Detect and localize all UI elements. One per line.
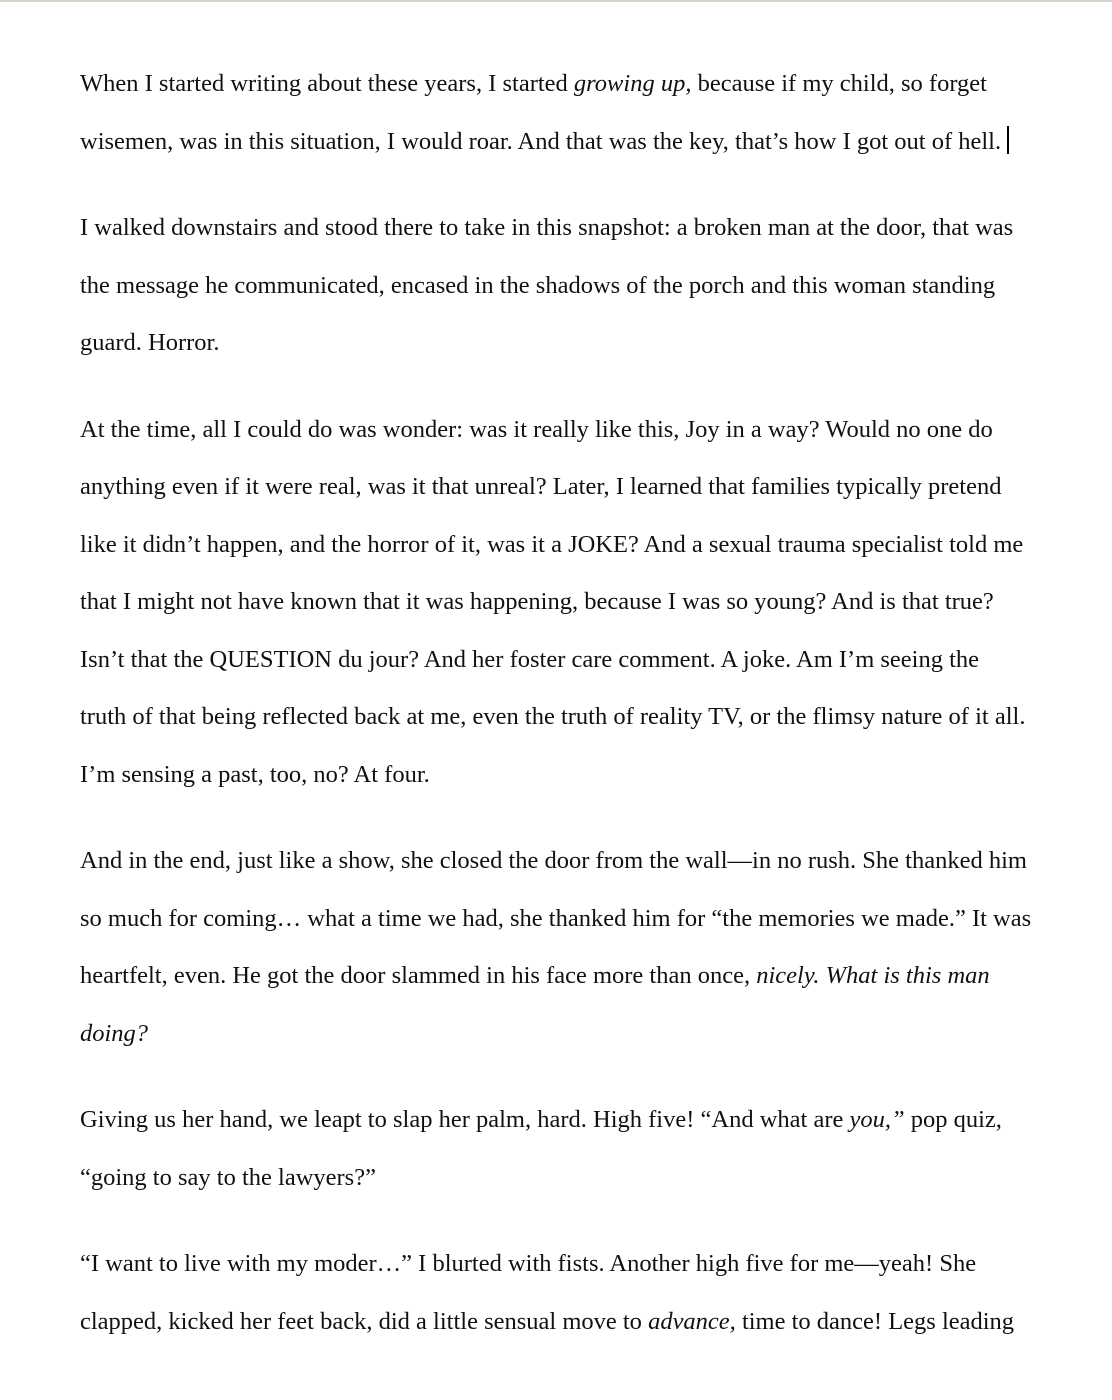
text-run: pop quiz, bbox=[904, 1106, 1002, 1133]
text-line bbox=[80, 947, 1090, 1005]
paragraph bbox=[80, 199, 1090, 372]
text-cursor bbox=[1007, 126, 1009, 154]
text-line bbox=[80, 199, 1090, 257]
text-line bbox=[80, 113, 1090, 171]
text-run: anything even if it were real, was it that unreal? Later, I learned that families typically pretend bbox=[80, 473, 1002, 500]
text-run: I’m sensing a past, too, no? At four. bbox=[80, 760, 430, 788]
text-run: I walked downstairs and stood there to take in this snapshot: a broken man at the door, that was bbox=[80, 214, 1014, 241]
text-line bbox=[80, 401, 1090, 459]
italic-text-run: advance, bbox=[648, 1307, 736, 1335]
text-run: truth of that being reflected back at me, even the truth of reality TV, or the flimsy nature of it all. bbox=[80, 703, 1026, 730]
text-run: heartfelt, even. He got the door slammed in his face more than once, bbox=[80, 962, 757, 989]
text-line bbox=[80, 631, 1090, 689]
text-line bbox=[80, 1149, 1090, 1207]
document-body[interactable] bbox=[80, 55, 1090, 1379]
text-run: wisemen, was in this situation, I would roar. And that was the key, that’s how I got out of hell. bbox=[80, 127, 1002, 155]
paragraph bbox=[80, 1235, 1090, 1350]
italic-text-run: growing up, bbox=[573, 70, 692, 97]
text-run: so much for coming… what a time we had, she thanked him for “the memories we made.” It was bbox=[80, 904, 1032, 932]
text-line bbox=[80, 1293, 1090, 1351]
text-run: At the time, all I could do was wonder: was it really like this, Joy in a way? Would no one do bbox=[80, 415, 993, 443]
text-run: And in the end, just like a show, she closed the door from the wall—in no rush. She thanked him bbox=[80, 847, 1027, 874]
text-line bbox=[80, 573, 1090, 631]
text-line bbox=[80, 257, 1090, 315]
text-line bbox=[80, 832, 1090, 890]
text-line bbox=[80, 458, 1090, 516]
text-line bbox=[80, 1235, 1090, 1293]
paragraph bbox=[80, 401, 1090, 804]
text-run: that I might not have known that it was happening, because I was so young? And is that true? bbox=[80, 588, 994, 615]
italic-text-run: you,” bbox=[849, 1106, 905, 1133]
paragraph bbox=[80, 832, 1090, 1062]
text-line bbox=[80, 890, 1090, 948]
text-run: Giving us her hand, we leapt to slap her palm, hard. High five! “And what are bbox=[80, 1106, 850, 1133]
text-line bbox=[80, 314, 1090, 372]
text-run: because if my child, so forget bbox=[691, 70, 987, 97]
text-run: clapped, kicked her feet back, did a little sensual move to bbox=[80, 1307, 649, 1335]
text-run: Isn’t that the QUESTION du jour? And her foster care comment. A joke. Am I’m seeing the bbox=[80, 645, 980, 673]
italic-text-run: nicely. What is this man bbox=[756, 962, 990, 989]
text-run: When I started writing about these years, I started bbox=[80, 70, 574, 97]
text-run: “I want to live with my moder…” I blurted with fists. Another high five for me—yeah! She bbox=[80, 1250, 977, 1277]
text-run: “going to say to the lawyers?” bbox=[80, 1163, 376, 1191]
italic-text-run: doing? bbox=[80, 1019, 149, 1047]
text-line bbox=[80, 55, 1090, 113]
text-line bbox=[80, 688, 1090, 746]
paragraph bbox=[80, 55, 1090, 170]
text-line bbox=[80, 746, 1090, 804]
text-run: guard. Horror. bbox=[80, 329, 220, 356]
text-line bbox=[80, 1005, 1090, 1063]
text-run: time to dance! Legs leading bbox=[735, 1307, 1015, 1335]
text-run: like it didn’t happen, and the horror of it, was it a JOKE? And a sexual trauma specialist told me bbox=[80, 530, 1024, 558]
text-line bbox=[80, 516, 1090, 574]
text-run: the message he communicated, encased in the shadows of the porch and this woman standing bbox=[80, 271, 996, 299]
paragraph bbox=[80, 1091, 1090, 1206]
text-line bbox=[80, 1091, 1090, 1149]
